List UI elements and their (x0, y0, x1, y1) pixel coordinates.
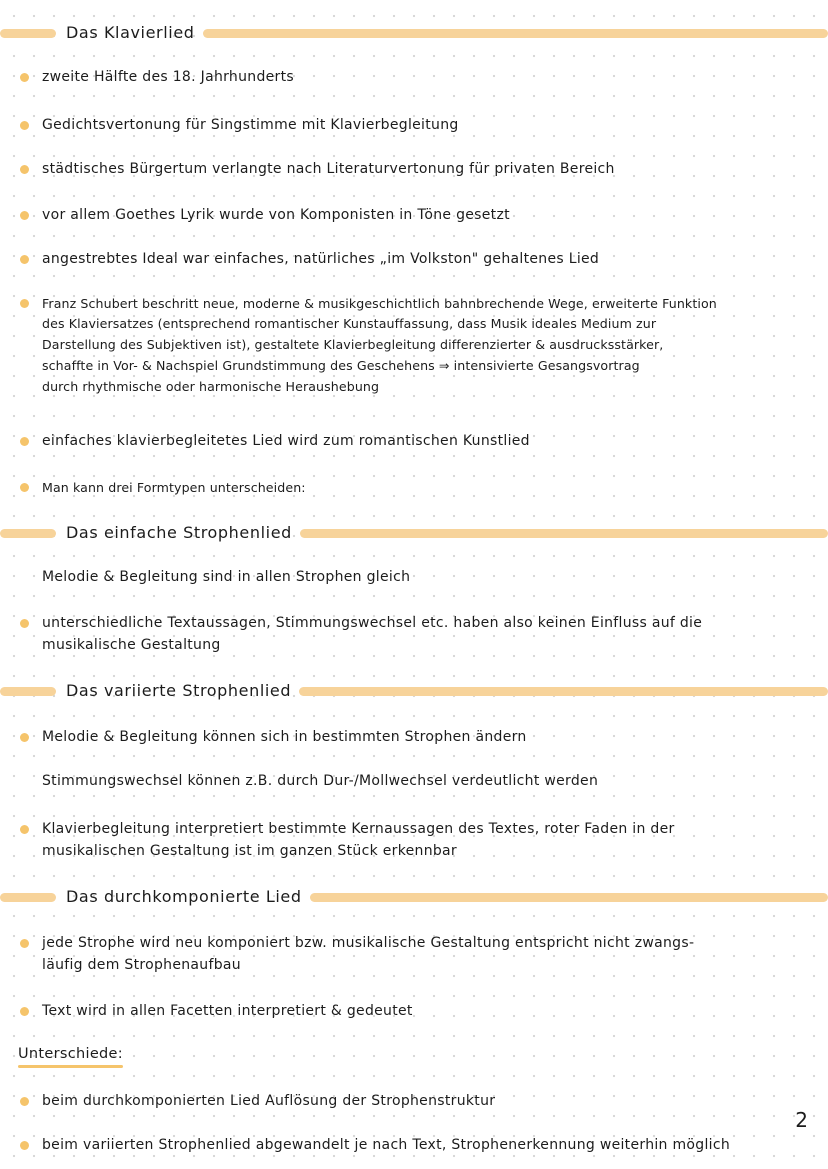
heading-title: Das einfache Strophenlied (66, 523, 292, 542)
bullet-dot-icon (20, 1097, 29, 1106)
bullet-text: jede Strophe wird neu komponiert bzw. musikalische Gestaltung entspricht nicht zwangs- (42, 935, 695, 951)
heading-highlight-right (310, 893, 828, 902)
bullet-text: Text wird in allen Facetten interpretiert & gedeutet (42, 1003, 413, 1019)
bullet-text: zweite Hälfte des 18. Jahrhunderts (42, 69, 294, 85)
bullet-dot-icon (20, 211, 29, 220)
heading-highlight-right (300, 529, 828, 538)
bullet-text: des Klaviersatzes (entsprechend romantischer Kunstauffassung, dass Musik ideales Medium zur (42, 316, 657, 331)
bullet-text: einfaches klavierbegleitetes Lied wird zum romantischen Kunstlied (42, 433, 530, 449)
heading-title: Das variierte Strophenlied (66, 681, 292, 700)
bullet-text: Stimmungswechsel können z.B. durch Dur-/Mollwechsel verdeutlicht werden (42, 773, 599, 789)
subheading-title: Unterschiede: (18, 1046, 123, 1062)
bullet-text: Man kann drei Formtypen unterscheiden: (42, 480, 306, 495)
bullet-text: Darstellung des Subjektiven ist), gestaltete Klavierbegleitung differenzierter & ausdrucksstärker, (42, 337, 664, 352)
heading-variiertes-strophenlied (0, 676, 828, 706)
bullet-dot-icon (20, 73, 29, 82)
bullet-dot-icon (20, 1141, 29, 1150)
bullet-text: schaffte in Vor- & Nachspiel Grundstimmung des Geschehens ⇒ intensivierte Gesangsvortrag (42, 358, 640, 373)
bullet-dot-icon (20, 483, 29, 492)
bullet-dot-icon (20, 733, 29, 742)
heading-title: Das durchkomponierte Lied (66, 887, 302, 906)
bullet-dot-icon (20, 299, 29, 308)
page-number: 2 (795, 1108, 808, 1132)
bullet-text: Franz Schubert beschritt neue, moderne & musikgeschichtlich bahnbrechende Wege, erweiterte Funktion (42, 296, 717, 311)
subheading-unterschiede (18, 1043, 123, 1068)
bullet-dot-icon (20, 165, 29, 174)
subheading-underline (18, 1065, 123, 1068)
bullet-dot-icon (20, 1007, 29, 1016)
bullet-text: unterschiedliche Textaussagen, Stimmungswechsel etc. haben also keinen Einfluss auf die (42, 615, 703, 631)
bullet-text: beim variierten Strophenlied abgewandelt je nach Text, Strophenerkennung weiterhin möglich (42, 1137, 731, 1153)
heading-title: Das Klavierlied (66, 23, 195, 42)
bullet-text: angestrebtes Ideal war einfaches, natürliches „im Volkston" gehaltenes Lied (42, 251, 600, 267)
heading-highlight-left (0, 29, 56, 38)
bullet-dot-icon (20, 255, 29, 264)
heading-highlight-left (0, 893, 56, 902)
bullet-text: städtisches Bürgertum verlangte nach Literaturvertonung für privaten Bereich (42, 161, 615, 177)
bullet-dot-icon (20, 939, 29, 948)
bullet-text: musikalische Gestaltung (42, 637, 221, 653)
heading-klavierlied (0, 18, 828, 48)
heading-einfaches-strophenlied (0, 518, 828, 548)
heading-highlight-right (299, 687, 828, 696)
bullet-text: Gedichtsvertonung für Singstimme mit Klavierbegleitung (42, 117, 459, 133)
bullet-text: Melodie & Begleitung sind in allen Strophen gleich (42, 569, 411, 585)
heading-highlight-left (0, 687, 56, 696)
bullet-dot-icon (20, 825, 29, 834)
bullet-text: läufig dem Strophenaufbau (42, 957, 241, 973)
bullet-dot-icon (20, 121, 29, 130)
bullet-text: musikalischen Gestaltung ist im ganzen Stück erkennbar (42, 843, 457, 859)
bullet-text: vor allem Goethes Lyrik wurde von Komponisten in Töne gesetzt (42, 207, 510, 223)
bullet-text: Melodie & Begleitung können sich in bestimmten Strophen ändern (42, 729, 527, 745)
heading-durchkomponiertes-lied (0, 882, 828, 912)
bullet-dot-icon (20, 619, 29, 628)
bullet-dot-icon (20, 437, 29, 446)
heading-highlight-right (203, 29, 828, 38)
bullet-text: Klavierbegleitung interpretiert bestimmte Kernaussagen des Textes, roter Faden in der (42, 821, 675, 837)
bullet-text: durch rhythmische oder harmonische Heraushebung (42, 379, 380, 394)
bullet-text: beim durchkomponierten Lied Auflösung der Strophenstruktur (42, 1093, 496, 1109)
heading-highlight-left (0, 529, 56, 538)
